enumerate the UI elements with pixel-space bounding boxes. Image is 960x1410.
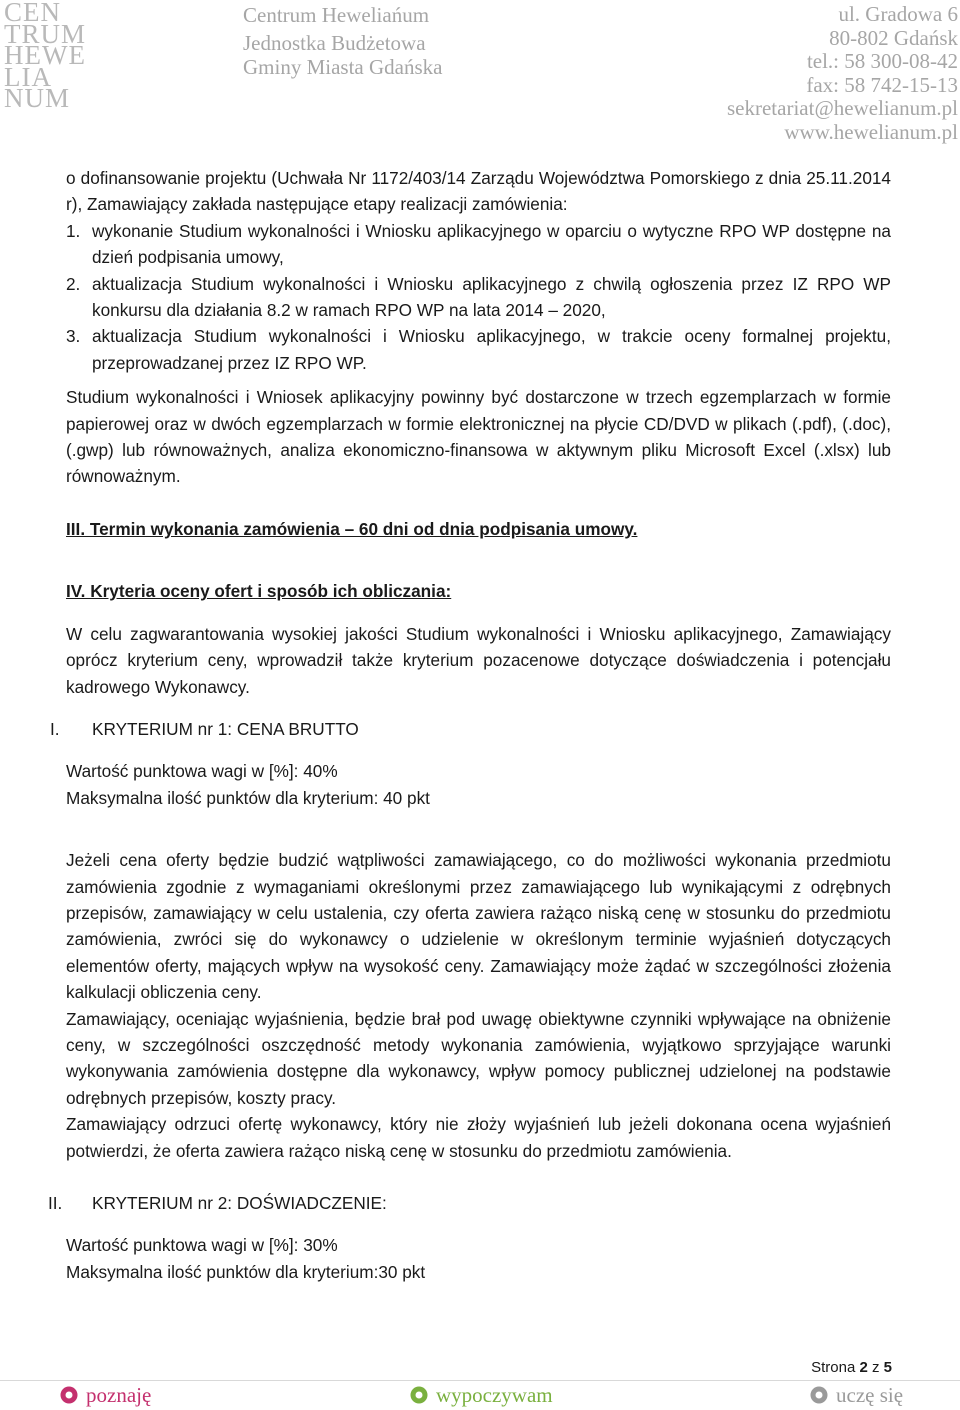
list-item <box>66 271 891 324</box>
copies-paragraph: Studium wykonalności i Wniosek aplikacyjny powinny być dostarczone w trzech egzemplarzach w formie papierowej oraz w dwóch egzemplarzach w formie elektronicznej na płycie CD/DVD w plikach (.pdf), (.doc), (.gwp) lub równoważnych, analiza ekonomiczno-finansowa w aktywnym pliku Microsoft Excel (.xlsx) lub równoważnym. <box>66 387 891 487</box>
price-paragraph: Jeżeli cena oferty będzie budzić wątpliwości zamawiającego, co do możliwości wykonania przedmiotu zamówienia zgodnie z wymaganiami określonymi przez zamawiającego lub wynikającymi z odrębnych przepisów, zamawiający w celu ustalenia, czy oferta zawiera rażąco niską cenę w stosunku do przedmiotu zamówienia, zwróci się do wykonawcy o udzielenie w określonym terminie wyjaśnień dotyczących elementów oferty, mających wpływ na wysokość ceny. Zamawiający może żądać w szczególności złożenia kalkulacji obliczenia ceny. <box>66 850 891 1003</box>
section-heading-criteria: IV. Kryteria oceny ofert i sposób ich obliczania: <box>66 581 452 602</box>
logo-line: HEWE <box>4 40 86 70</box>
tagline-label: wypoczywam <box>436 1383 553 1407</box>
criterion-1-heading <box>50 716 891 742</box>
footer-tagline-ucze-sie <box>810 1382 903 1408</box>
organization-name: Centrum Heweliańum <box>243 3 430 27</box>
ring-dot-icon <box>60 1386 78 1404</box>
logo-line: TRUM <box>4 18 87 49</box>
criterion-1-number: I. <box>50 718 60 739</box>
address-street: ul. Gradowa 6 <box>838 2 958 26</box>
list-item <box>66 218 891 271</box>
footer-tagline-wypoczywam <box>410 1382 553 1408</box>
criterion-1-max-points: Maksymalna ilość punktów dla kryterium: 40 pkt <box>66 787 430 808</box>
footer-divider <box>0 1380 960 1381</box>
list-text: aktualizacja Studium wykonalności i Wniosku aplikacyjnego z chwilą ogłoszenia przez IZ RPO WP konkursu dla działania 8.2 w ramach RPO WP na lata 2014 – 2020, <box>92 273 891 321</box>
page-total: 5 <box>883 1359 892 1376</box>
letterhead <box>0 0 960 144</box>
logo-line: LIA <box>4 61 52 92</box>
ring-dot-icon <box>410 1386 428 1404</box>
list-number: 1. <box>66 220 81 241</box>
list-item <box>66 323 891 376</box>
fax: fax: 58 742-15-13 <box>806 72 958 97</box>
tagline-label: uczę się <box>836 1383 904 1407</box>
address-city: 80-802 Gdańsk <box>829 25 958 50</box>
website-link[interactable]: www.hewelianum.pl <box>784 119 958 144</box>
phone: tel.: 58 300-08-42 <box>806 49 958 73</box>
document-body <box>48 165 891 1285</box>
price-paragraph: Zamawiający, oceniając wyjaśnienia, będzie brał pod uwagę obiektywne czynniki wpływające na obniżenie ceny, w szczególności oszczędność metody wykonania zamówienia, wyjątkowo sprzyjające warunki wykonywania zamówienia dostępne dla wykonawcy, wpływ pomocy publicznej udzielonej na podstawie odrębnych przepisów, koszty pracy. <box>66 1008 891 1108</box>
price-paragraph: Zamawiający odrzuci ofertę wykonawcy, który nie złoży wyjaśnień lub jeżeli dokonana ocena wyjaśnień potwierdzi, że oferta zawiera rażąco niską cenę w stosunku do przedmiotu zamówienia. <box>66 1114 891 1161</box>
organization-line: Jednostka Budżetowa <box>243 31 426 55</box>
page-current: 2 <box>859 1359 868 1376</box>
list-number: 2. <box>66 273 81 294</box>
list-text: aktualizacja Studium wykonalności i Wniosku aplikacyjnego, w trakcie oceny formalnej projektu, przeprowadzanej przez IZ RPO WP. <box>92 326 891 373</box>
criterion-1-title: KRYTERIUM nr 1: CENA BRUTTO <box>92 718 359 739</box>
page-prefix: Strona <box>811 1359 856 1376</box>
hewelianum-logo <box>4 2 116 112</box>
list-number: 3. <box>66 326 81 347</box>
criterion-2-title: KRYTERIUM nr 2: DOŚWIADCZENIE: <box>92 1193 387 1213</box>
list-text: wykonanie Studium wykonalności i Wniosku aplikacyjnego w oparciu o wytyczne RPO WP dostępne na dzień podpisania umowy, <box>92 220 891 268</box>
organization-line: Gminy Miasta Gdańska <box>243 55 443 79</box>
page-separator: z <box>871 1359 880 1376</box>
tagline-label: poznaję <box>86 1383 152 1407</box>
criterion-2-heading <box>48 1190 891 1216</box>
contact-block <box>727 3 958 144</box>
intro-paragraph: o dofinansowanie projektu (Uchwała Nr 1172/403/14 Zarządu Województwa Pomorskiego z dnia 25.11.2014 r), Zamawiający zakłada następujące etapy realizacji zamówienia: <box>66 168 891 215</box>
section-heading-deadline: III. Termin wykonania zamówienia – 60 dni od dnia podpisania umowy. <box>66 518 638 539</box>
organization-block <box>243 3 442 79</box>
criterion-2-weight: Wartość punktowa wagi w [%]: 30% <box>66 1235 338 1256</box>
page-number <box>811 1358 892 1378</box>
criterion-1-weight: Wartość punktowa wagi w [%]: 40% <box>66 761 338 782</box>
criteria-intro-paragraph: W celu zagwarantowania wysokiej jakości Studium wykonalności i Wniosku aplikacyjnego, Zamawiający oprócz kryterium ceny, wprowadził także kryterium pozacenowe dotyczące doświadczenia i potencjału kadrowego Wykonawcy. <box>66 623 891 697</box>
criterion-2-max-points: Maksymalna ilość punktów dla kryterium:30 pkt <box>66 1261 426 1282</box>
stages-list <box>66 218 891 376</box>
logo-line: CEN <box>4 0 61 27</box>
ring-dot-icon <box>810 1386 828 1404</box>
email-link[interactable]: sekretariat@hewelianum.pl <box>727 96 958 120</box>
footer-tagline-poznaje <box>60 1382 151 1408</box>
criterion-2-number: II. <box>48 1193 63 1213</box>
logo-line: NUM <box>4 83 71 113</box>
